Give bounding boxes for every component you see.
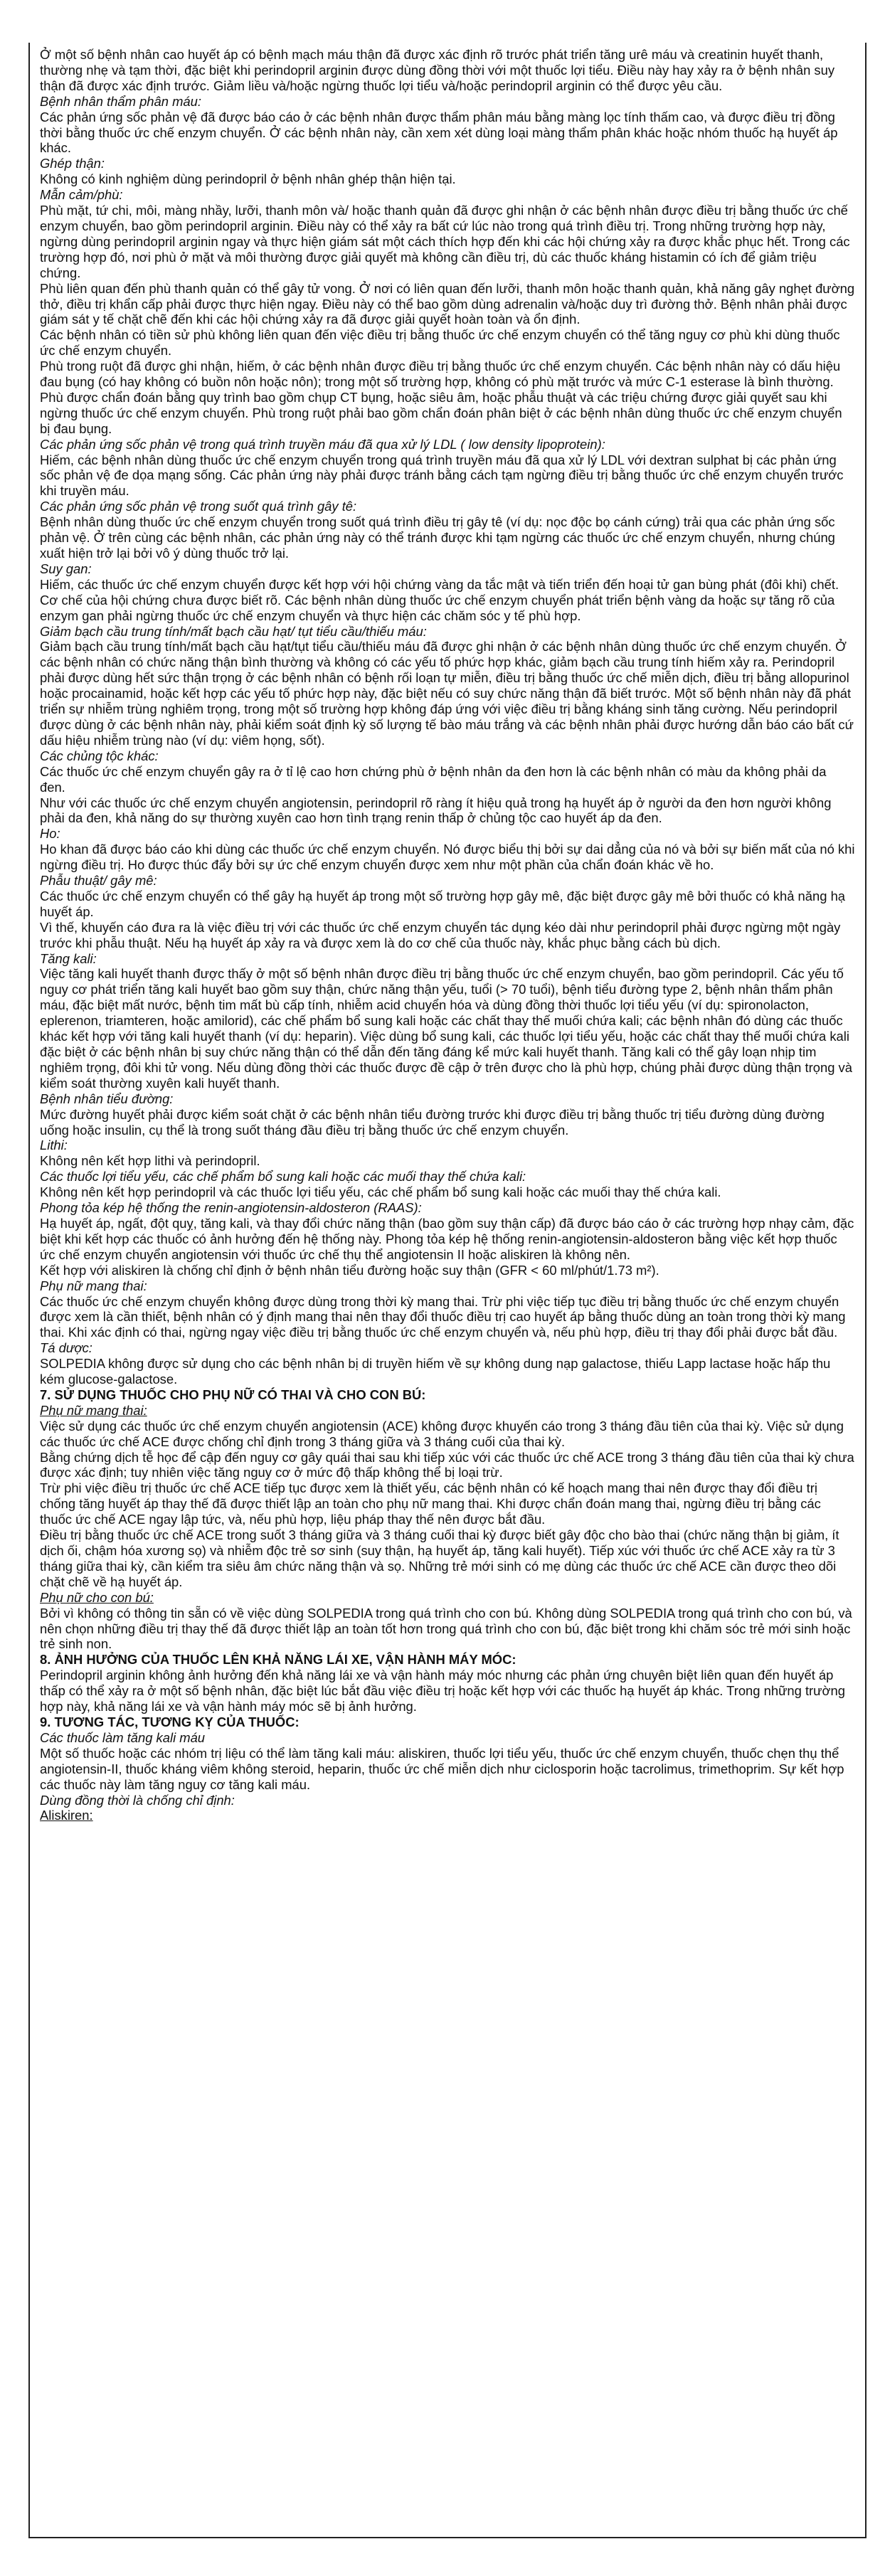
- section-heading: Tá dược:: [40, 1340, 92, 1356]
- paragraph: Phù mặt, tứ chi, môi, màng nhầy, lưỡi, thanh môn và/ hoặc thanh quản đã được ghi nhận ở các bệnh nhân được điều trị bằng thuốc ức chế enzym chuyển, bao gồm perindopril arginin. Điều này có thể xảy ra bất cứ lúc nào trong quá trình điều trị. Trong những trường hợp này, ngừng dùng perindopril arginin ngay và thực hiện giám sát một cách thích hợp đến khi các hội chứng xảy ra được khắc phục hết. Trong các trường hợp đó, nơi phù ở mặt và môi thường được giải quyết mà không cần điều trị, dù các thuốc kháng histamin có ích để giảm triệu chứng.: [40, 203, 850, 280]
- section-heading: Các phản ứng sốc phản vệ trong suốt quá trình gây tê:: [40, 499, 357, 514]
- document-page: [28, 43, 867, 2538]
- paragraph: Vì thế, khuyến cáo đưa ra là việc điều trị với các thuốc ức chế enzym chuyển tác dụng kéo dài như perindopril phải được ngừng một ngày trước khi phẫu thuật. Nếu hạ huyết áp xảy ra và được xem là do cơ chế của thuốc này, khắc phục bằng cách bù dịch.: [40, 919, 841, 950]
- paragraph: Điều trị bằng thuốc ức chế ACE trong suốt 3 tháng giữa và 3 tháng cuối thai kỳ được biết gây độc cho bào thai (chức năng thận bị giảm, ít dịch ối, chậm hóa xương sọ) và nhiễm độc trẻ sơ sinh (suy thận, hạ huyết áp, tăng kali huyết). Tiếp xúc với thuốc ức chế ACE xảy ra từ 3 tháng giữa thai kỳ, cần kiểm tra siêu âm chức năng thận và sọ. Những trẻ mới sinh có mẹ dùng các thuốc ức chế ACE cần được theo dõi chặt chẽ về hạ huyết áp.: [40, 1527, 839, 1589]
- section-heading: Phẫu thuật/ gây mê:: [40, 873, 157, 889]
- paragraph: Các thuốc ức chế enzym chuyển gây ra ở tỉ lệ cao hơn chứng phù ở bệnh nhân da đen hơn là các bệnh nhân có màu da không phải da đen.: [40, 763, 827, 795]
- section-heading: Mẫn cảm/phù:: [40, 187, 123, 203]
- paragraph: Không nên kết hợp perindopril và các thuốc lợi tiểu yếu, các chế phẩm bổ sung kali hoặc các muối thay thế chứa kali.: [40, 1184, 721, 1200]
- section-heading: Lithi:: [40, 1138, 68, 1153]
- paragraph: Phù trong ruột đã được ghi nhận, hiếm, ở các bệnh nhân được điều trị bằng thuốc ức chế enzym chuyển. Các bệnh nhân này có dấu hiệu đau bụng (có hay không có buồn nôn hoặc nôn); trong một số trường hợp, không có phù mặt trước và mức C-1 esterase là bình thường. Phù được chẩn đoán bằng quy trình bao gồm chụp CT bụng, hoặc siêu âm, hoặc phẫu thuật và các triệu chứng được giải quyết sau khi ngừng thuốc ức chế enzym chuyển. Phù trong ruột phải bao gồm chẩn đoán phân biệt ở các bệnh nhân dùng thuốc ức chế enzym chuyển bị đau bụng.: [40, 359, 842, 436]
- section-heading: Ghép thận:: [40, 156, 105, 171]
- paragraph: Các phản ứng sốc phản vệ đã được báo cáo ở các bệnh nhân được thẩm phân máu bằng màng lọc tính thấm cao, và được điều trị đồng thời bằng thuốc ức chế enzym chuyển. Ở các bệnh nhân này, cần xem xét dùng loại màng thẩm phân khác hoặc nhóm thuốc hạ huyết áp khác.: [40, 109, 838, 156]
- paragraph: Hiếm, các thuốc ức chế enzym chuyển được kết hợp với hội chứng vàng da tắc mật và tiến triển đến hoại tử gan bùng phát (đôi khi) chết. Cơ chế của hội chứng chưa được biết rõ. Các bệnh nhân dùng thuốc ức chế enzym chuyển phát triển bệnh vàng da hoặc sự tăng rõ của enzym gan phải ngừng thuốc ức chế enzym chuyển và thực hiện các chăm sóc y tế phù hợp.: [40, 576, 839, 623]
- subsection-heading: Phụ nữ mang thai:: [40, 1402, 147, 1418]
- paragraph: Ở một số bệnh nhân cao huyết áp có bệnh mạch máu thận đã được xác định rõ trước phát triển tăng urê máu và creatinin huyết thanh, thường nhẹ và tạm thời, đặc biệt khi perindopril arginin được dùng đồng thời với một thuốc lợi tiểu. Điều này hay xảy ra ở bệnh nhân suy thận đã được xác định trước. Giảm liều và/hoặc ngừng thuốc lợi tiểu và/hoặc perindopril arginin có thể được yêu cầu.: [40, 47, 835, 93]
- paragraph: Trừ phi việc điều trị thuốc ức chế ACE tiếp tục được xem là thiết yếu, các bệnh nhân có kế hoạch mang thai nên được thay đổi điều trị chống tăng huyết áp thay thế đã được thiết lập an toàn cho phụ nữ mang thai. Khi được chẩn đoán mang thai, ngừng điều trị bằng các thuốc ức chế ACE ngay lập tức, và, nếu phù hợp, liệu pháp thay thế nên được bắt đầu.: [40, 1480, 821, 1527]
- paragraph: Perindopril arginin không ảnh hưởng đến khả năng lái xe và vận hành máy móc nhưng các phản ứng chuyên biệt liên quan đến huyết áp thấp có thể xảy ra ở một số bệnh nhân, đặc biệt lúc bắt đầu việc điều trị hoặc kết hợp với các thuốc hạ huyết áp khác. Trong những trường hợp này, khả năng lái xe và vận hành máy móc sẽ bị ảnh hưởng.: [40, 1668, 846, 1714]
- paragraph: Như với các thuốc ức chế enzym chuyển angiotensin, perindopril rõ ràng ít hiệu quả trong hạ huyết áp ở người da đen hơn người không phải da đen, khả năng do sự thường xuyên cao hơn tình trạng renin thấp ở chủng tộc cao huyết áp da đen.: [40, 795, 832, 826]
- section-heading: Ho:: [40, 826, 60, 842]
- section-heading: Các thuốc làm tăng kali máu: [40, 1729, 206, 1745]
- section-heading: Phụ nữ mang thai:: [40, 1278, 147, 1293]
- paragraph: Kết hợp với aliskiren là chống chỉ định ở bệnh nhân tiểu đường hoặc suy thận (GFR < 60 ml/phút/1.73 m²).: [40, 1262, 659, 1278]
- subsection-heading: Aliskiren:: [40, 1808, 93, 1823]
- paragraph: Một số thuốc hoặc các nhóm trị liệu có thể làm tăng kali máu: aliskiren, thuốc lợi tiểu yếu, thuốc ức chế enzym chuyển, thuốc chẹn thụ thể angiotensin-II, thuốc kháng viêm không steroid, heparin, thuốc ức chế miễn dịch như ciclosporin hoặc tacrolimus, trimethoprim. Sự kết hợp các thuốc này làm tăng nguy cơ tăng kali máu.: [40, 1745, 844, 1792]
- section-heading: Các thuốc lợi tiểu yếu, các chế phẩm bổ sung kali hoặc các muối thay thế chứa kali:: [40, 1169, 526, 1184]
- paragraph: Giảm bạch cầu trung tính/mất bạch cầu hạt/tụt tiểu cầu/thiếu máu đã được ghi nhận ở các bệnh nhân dùng thuốc ức chế enzym chuyển. Ở các bệnh nhân có chức năng thận bình thường và không có các yếu tố phức hợp khác, giảm bạch cầu trung tính hiếm xảy ra. Perindopril phải được dùng hết sức thận trọng ở các bệnh nhân có bệnh rối loạn tự miễn, điều trị bằng thuốc ức chế miễn dịch, điều trị bằng allopurinol hoặc procainamid, hoặc kết hợp các yếu tố phức hợp này, đặc biệt nếu có suy chức năng thận đã biết trước. Một số bệnh nhân này đã phát triển sự nhiễm trùng nghiêm trọng, trong một số trường hợp không đáp ứng với việc điều trị bằng kháng sinh tăng cường. Nếu perindopril được dùng ở các bệnh nhân này, phải kiểm soát định kỳ số lượng tế bào máu trắng và các bệnh nhân phải được hướng dẫn báo cáo bất cứ dấu hiệu nhiễm trùng nào (ví dụ: viêm họng, sốt).: [40, 639, 854, 748]
- section-heading: Bệnh nhân thẩm phân máu:: [40, 93, 201, 109]
- section-heading: Các phản ứng sốc phản vệ trong quá trình truyền máu đã qua xử lý LDL ( low density lipoprotein):: [40, 436, 605, 452]
- paragraph: SOLPEDIA không được sử dụng cho các bệnh nhân bị di truyền hiếm về sự không dung nạp galactose, thiếu Lapp lactase hoặc hấp thu kém glucose-galactose.: [40, 1356, 831, 1387]
- section-heading: Tăng kali:: [40, 950, 97, 966]
- section-heading: Dùng đồng thời là chống chỉ định:: [40, 1792, 235, 1808]
- paragraph: Bởi vì không có thông tin sẵn có về việc dùng SOLPEDIA trong quá trình cho con bú. Không dùng SOLPEDIA trong quá trình cho con bú, và nên chọn những điều trị thay thế đã được thiết lập an toàn tốt hơn trong quá trình cho con bú, đặc biệt trong khi chăm sóc trẻ mới sinh hoặc trẻ sinh non.: [40, 1605, 852, 1652]
- section-heading: Các chủng tộc khác:: [40, 748, 159, 763]
- paragraph: Mức đường huyết phải được kiểm soát chặt ở các bệnh nhân tiểu đường trước khi được điều trị bằng thuốc trị tiểu đường dùng đường uống hoặc insulin, cụ thể là trong suốt tháng đầu điều trị bằng thuốc ức chế enzym chuyển.: [40, 1106, 825, 1138]
- section-heading: Giảm bạch cầu trung tính/mất bạch cầu hạt/ tụt tiểu cầu/thiếu máu:: [40, 623, 427, 639]
- paragraph: Các thuốc ức chế enzym chuyển có thể gây hạ huyết áp trong một số trường hợp gây mê, đặc biệt được gây mê bởi thuốc có khả năng hạ huyết áp.: [40, 888, 846, 919]
- paragraph: Hiếm, các bệnh nhân dùng thuốc ức chế enzym chuyển trong quá trình truyền máu đã qua xử lý LDL với dextran sulphat bị các phản ứng sốc phản vệ đe dọa mạng sống. Các phản ứng này phải được tránh bằng cách tạm ngừng điều trị bằng thuốc ức chế enzym chuyển trước khi truyền máu.: [40, 452, 844, 499]
- paragraph: Hạ huyết áp, ngất, đột quỵ, tăng kali, và thay đổi chức năng thận (bao gồm suy thận cấp) đã được báo cáo ở các trường hợp nhạy cảm, đặc biệt khi kết hợp các thuốc có ảnh hưởng đến hệ thống này. Phong tỏa kép hệ thống renin-angiotensin-aldosteron bằng việc kết hợp thuốc ức chế enzym chuyển angiotensin với thuốc ức chế thụ thể angiotensin II hoặc aliskiren là không nên.: [40, 1215, 854, 1262]
- paragraph: Các thuốc ức chế enzym chuyển không được dùng trong thời kỳ mang thai. Trừ phi việc tiếp tục điều trị bằng thuốc ức chế enzym chuyển được xem là cần thiết, bệnh nhân có ý định mang thai nên thay đổi thuốc điều trị cao huyết áp bằng thuốc dùng an toàn trong thời kỳ mang thai. Khi xác định có thai, ngừng ngay việc điều trị bằng thuốc ức chế enzym chuyển và, nếu phù hợp, điều trị thay đổi phải được bắt đầu.: [40, 1293, 846, 1340]
- subsection-heading: Phụ nữ cho con bú:: [40, 1589, 154, 1605]
- chapter-heading: 7. SỬ DỤNG THUỐC CHO PHỤ NỮ CÓ THAI VÀ CHO CON BÚ:: [40, 1387, 426, 1402]
- section-heading: Phong tỏa kép hệ thống the renin-angiotensin-aldosteron (RAAS):: [40, 1200, 422, 1216]
- chapter-heading: 8. ẢNH HƯỞNG CỦA THUỐC LÊN KHẢ NĂNG LÁI XE, VẬN HÀNH MÁY MÓC:: [40, 1652, 516, 1668]
- section-heading: Suy gan:: [40, 561, 92, 576]
- paragraph: Bằng chứng dịch tễ học để cập đến nguy cơ gây quái thai sau khi tiếp xúc với các thuốc ức chế ACE trong 3 tháng đầu tiên của thai kỳ chưa được xác định; tuy nhiên việc tăng nguy cơ ở mức độ thấp không thể bị loại trừ.: [40, 1449, 854, 1480]
- paragraph: Bệnh nhân dùng thuốc ức chế enzym chuyển trong suốt quá trình điều trị gây tê (ví dụ: nọc độc bọ cánh cứng) trải qua các phản ứng sốc phản vệ. Ở trên cùng các bệnh nhân, các phản ứng này có thể tránh được khi tạm ngừng các thuốc ức chế enzym chuyển, nhưng chúng xuất hiện trở lại bởi vô ý dùng thuốc trở lại.: [40, 514, 835, 561]
- paragraph: Không có kinh nghiệm dùng perindopril ở bệnh nhân ghép thận hiện tại.: [40, 171, 456, 187]
- paragraph: Các bệnh nhân có tiền sử phù không liên quan đến việc điều trị bằng thuốc ức chế enzym chuyển có thể tăng nguy cơ phù khi dùng thuốc ức chế enzym chuyển.: [40, 327, 840, 359]
- chapter-heading: 9. TƯƠNG TÁC, TƯƠNG KỴ CỦA THUỐC:: [40, 1714, 300, 1729]
- paragraph: Ho khan đã được báo cáo khi dùng các thuốc ức chế enzym chuyển. Nó được biểu thị bởi sự dai dẳng của nó và bởi sự biến mất của nó khi ngừng điều trị. Ho được thúc đẩy bởi sự ức chế enzym chuyển được xem như một phần của chẩn đoán khác về ho.: [40, 842, 855, 873]
- paragraph: Việc sử dụng các thuốc ức chế enzym chuyển angiotensin (ACE) không được khuyến cáo trong 3 tháng đầu tiên của thai kỳ. Việc sử dụng các thuốc ức chế ACE được chống chỉ định trong 3 tháng giữa và 3 tháng cuối của thai kỳ.: [40, 1418, 844, 1449]
- paragraph: Không nên kết hợp lithi và perindopril.: [40, 1153, 260, 1169]
- paragraph: Phù liên quan đến phù thanh quản có thể gây tử vong. Ở nơi có liên quan đến lưỡi, thanh môn hoặc thanh quản, khả năng gây nghẹt đường thở, điều trị khẩn cấp phải được thực hiện ngay. Điều này có thể bao gồm dùng adrenalin và/hoặc duy trì đường thở. Bệnh nhân phải được giám sát y tế chặt chẽ đến khi các hội chứng xảy ra đã được giải quyết hoàn toàn và ổn định.: [40, 280, 855, 327]
- section-heading: Bệnh nhân tiểu đường:: [40, 1091, 174, 1106]
- paragraph: Việc tăng kali huyết thanh được thấy ở một số bệnh nhân được điều trị bằng thuốc ức chế enzym chuyển, bao gồm perindopril. Các yếu tố nguy cơ phát triển tăng kali huyết bao gồm suy thận, chức năng thận yếu, tuổi (> 70 tuổi), bệnh tiểu đường type 2, bệnh nhân thẩm phân máu, đặc biệt mất nước, bệnh tim mất bù cấp tính, nhiễm acid chuyển hóa và dùng đồng thời thuốc lợi tiểu yếu (ví dụ: spironolacton, eplerenon, triamteren, hoặc amilorid), các chế phẩm bổ sung kali hoặc các chất thay thế muối chứa kali; các bệnh nhân đó dùng các thuốc khác kết hợp với tăng kali huyết thanh (ví dụ: heparin). Việc dùng bổ sung kali, các thuốc lợi tiểu yếu, hoặc các chất thay thế muối chứa kali đặc biệt ở các bệnh nhân bị suy chức năng thận có thể dẫn đến tăng đáng kể mức kali huyết thanh. Tăng kali có thể gây loạn nhịp tim nghiêm trọng, đôi khi tử vong. Nếu dùng đồng thời các thuốc được đề cập ở trên được cho là phù hợp, chúng phải được dùng thận trọng và kiểm soát thường xuyên kali huyết thanh.: [40, 966, 852, 1091]
